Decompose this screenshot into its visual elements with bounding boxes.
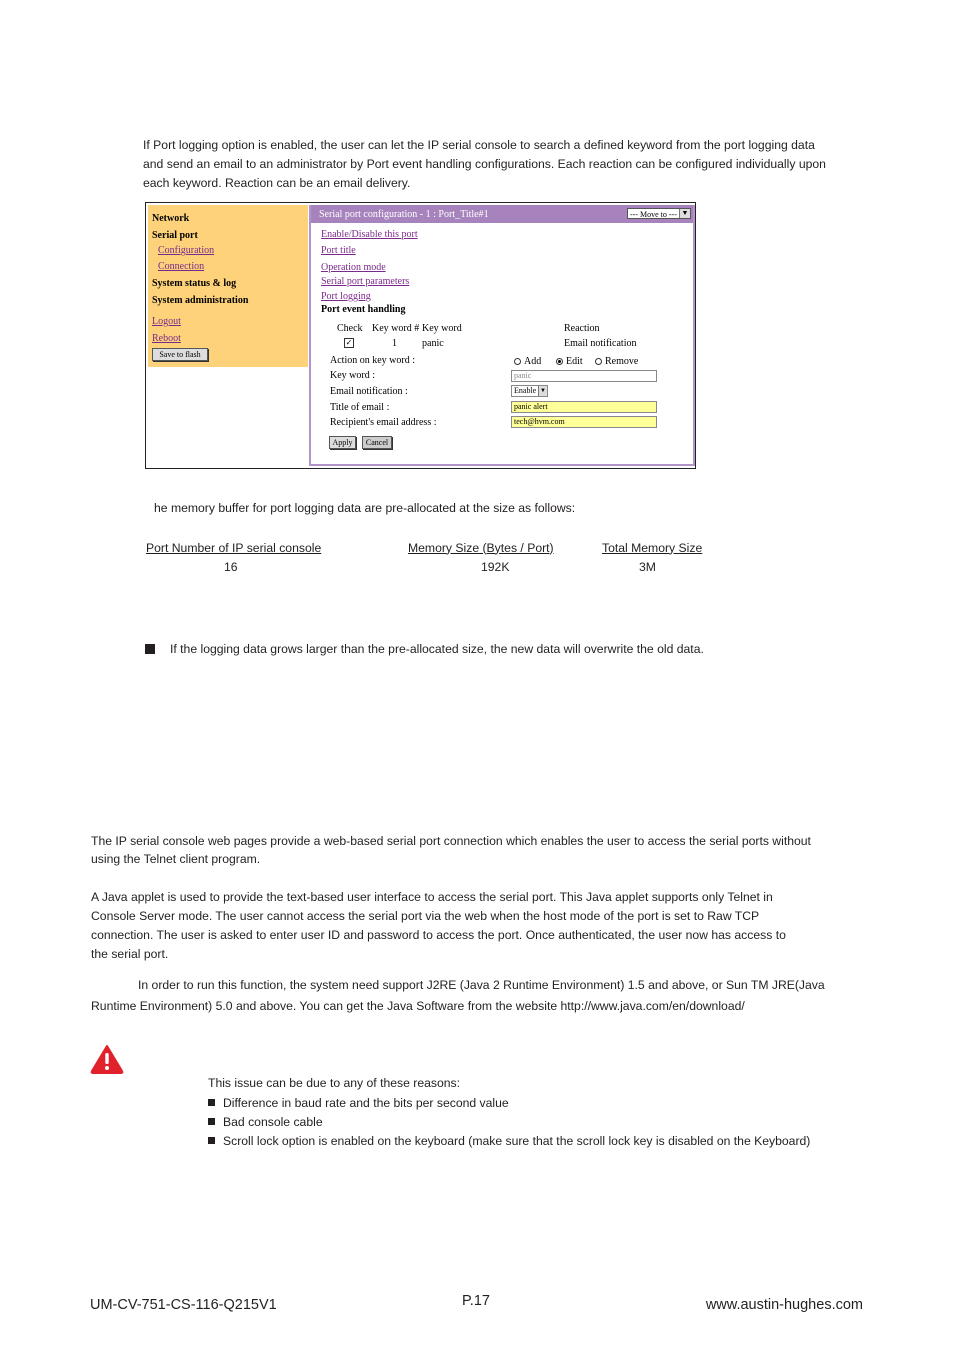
table-row <box>142 557 708 576</box>
recipient-input[interactable]: tech@hvm.com <box>511 416 657 428</box>
radio-add[interactable] <box>514 356 541 367</box>
footer-doc-id: UM-CV-751-CS-116-Q215V1 <box>90 1297 277 1313</box>
memory-intro: he memory buffer for port logging data are pre-allocated at the size as follows: <box>154 501 576 515</box>
col-keyword-no: Key word # <box>372 323 420 334</box>
radio-edit-icon <box>556 358 563 365</box>
sidebar-link-configuration[interactable]: Configuration <box>158 245 215 256</box>
config-header <box>311 205 693 223</box>
sidebar-menu <box>148 205 308 367</box>
intro-line: If Port logging option is enabled, the user can let the IP serial console to search a defined keyword from the port logging data <box>143 138 815 152</box>
web-line: using the Telnet client program. <box>91 852 261 866</box>
memory-note: If the logging data grows larger than the pre-allocated size, the new data will overwrite the old data. <box>170 642 704 656</box>
row-keyword-no: 1 <box>392 338 397 349</box>
table-header: Total Memory Size <box>602 540 703 555</box>
warning-intro: This issue can be due to any of these reasons: <box>208 1076 461 1090</box>
sidebar-blank <box>148 369 308 465</box>
sidebar-item-administration[interactable]: System administration <box>152 295 249 306</box>
radio-remove[interactable] <box>595 356 638 367</box>
col-check: Check <box>337 323 363 334</box>
bullet-square-icon <box>145 644 155 654</box>
chevron-down-icon: ▼ <box>679 209 690 218</box>
action-label: Action on key word : <box>330 355 415 366</box>
footer-page-number: P.17 <box>462 1293 490 1309</box>
row-reaction: Email notification <box>564 338 637 349</box>
sidebar-link-reboot[interactable]: Reboot <box>152 333 181 344</box>
row-keyword: panic <box>422 338 444 349</box>
bullet-square-icon <box>208 1118 215 1125</box>
table-cell: 3M <box>639 559 656 574</box>
config-panel <box>309 205 695 466</box>
move-to-select[interactable] <box>627 208 691 219</box>
table-cell: 16 <box>224 559 238 574</box>
bullet-square-icon <box>208 1137 215 1144</box>
link-enable-disable[interactable]: Enable/Disable this port <box>321 229 418 240</box>
list-item <box>208 1132 868 1151</box>
move-to-value: --- Move to --- <box>630 210 677 219</box>
link-port-logging[interactable]: Port logging <box>321 291 371 302</box>
table-header: Memory Size (Bytes / Port) <box>408 540 554 555</box>
web-line: The IP serial console web pages provide a web-based serial port connection which enables the user to access the serial ports without <box>91 834 811 848</box>
row-check[interactable]: ✓ <box>345 338 353 347</box>
email-notification-value: Enable <box>514 386 537 395</box>
web-line: In order to run this function, the system need support J2RE (Java 2 Runtime Environment) 1.5 and above, or Sun TM JRE(Java <box>138 978 825 992</box>
sidebar-item-network[interactable]: Network <box>152 213 190 224</box>
list-item <box>208 1094 868 1113</box>
table-header-row <box>142 538 708 557</box>
recipient-label: Recipient's email address : <box>330 417 437 428</box>
email-title-label: Title of email : <box>330 402 390 413</box>
web-line: Console Server mode. The user cannot access the serial port via the web when the host mode of the port is set to Raw TCP <box>91 909 760 923</box>
sidebar-link-logout[interactable]: Logout <box>152 316 181 327</box>
sidebar-link-connection[interactable]: Connection <box>158 261 205 272</box>
intro-line: and send an email to an administrator by Port event handling configurations. Each reaction can be configured individually upon <box>143 157 826 171</box>
link-operation-mode[interactable]: Operation mode <box>321 262 386 273</box>
reason-text: Difference in baud rate and the bits per second value <box>223 1096 509 1110</box>
web-line: the serial port. <box>91 947 169 961</box>
email-notification-select[interactable] <box>511 385 548 397</box>
intro-paragraph <box>143 136 873 193</box>
link-serial-params[interactable]: Serial port parameters <box>321 276 410 287</box>
email-title-input[interactable]: panic alert <box>511 401 657 413</box>
sidebar-item-serial-port[interactable]: Serial port <box>152 230 198 241</box>
keyword-label: Key word : <box>330 370 375 381</box>
port-event-screenshot <box>145 202 696 469</box>
chevron-down-icon: ▼ <box>538 386 547 396</box>
radio-add-icon <box>514 358 521 365</box>
warning-reasons <box>208 1094 868 1151</box>
web-line: connection. The user is asked to enter user ID and password to access the port. Once authenticated, the user now has access to <box>91 928 786 942</box>
warning-icon <box>90 1044 124 1074</box>
col-reaction: Reaction <box>564 323 600 334</box>
web-paragraph-1 <box>91 832 871 869</box>
save-to-flash-button[interactable]: Save to flash <box>152 348 208 361</box>
intro-line: each keyword. Reaction can be an email delivery. <box>143 176 411 190</box>
sidebar-item-status-log[interactable]: System status & log <box>152 278 237 289</box>
web-paragraph-3 <box>91 976 871 1016</box>
event-heading: Port event handling <box>321 304 406 315</box>
reason-text: Bad console cable <box>223 1115 323 1129</box>
footer-website: www.austin-hughes.com <box>705 1297 863 1313</box>
memory-table <box>142 538 708 576</box>
bullet-square-icon <box>208 1099 215 1106</box>
config-title: Serial port configuration - 1 : Port_Title#1 <box>319 209 489 220</box>
radio-remove-icon <box>595 358 602 365</box>
radio-remove-label: Remove <box>605 356 639 367</box>
apply-button[interactable]: Apply <box>329 436 356 449</box>
reason-text: Scroll lock option is enabled on the keyboard (make sure that the scroll lock key is disabled on the Keyboard) <box>223 1134 811 1148</box>
table-header: Port Number of IP serial console <box>146 540 322 555</box>
web-line: A Java applet is used to provide the text-based user interface to access the serial port. This Java applet supports only Telnet in <box>91 890 773 904</box>
email-notification-label: Email notification : <box>330 386 408 397</box>
radio-add-label: Add <box>524 356 542 367</box>
list-item <box>208 1113 868 1132</box>
radio-edit-label: Edit <box>566 356 583 367</box>
cancel-button[interactable]: Cancel <box>362 436 392 449</box>
table-cell: 192K <box>481 559 510 574</box>
web-paragraph-2 <box>91 888 871 964</box>
col-keyword: Key word <box>422 323 462 334</box>
keyword-input[interactable]: panic <box>511 370 657 382</box>
radio-edit[interactable] <box>556 356 583 367</box>
link-port-title[interactable]: Port title <box>321 245 356 256</box>
web-line: Runtime Environment) 5.0 and above. You can get the Java Software from the website http://www.java.com/en/download/ <box>91 999 745 1013</box>
